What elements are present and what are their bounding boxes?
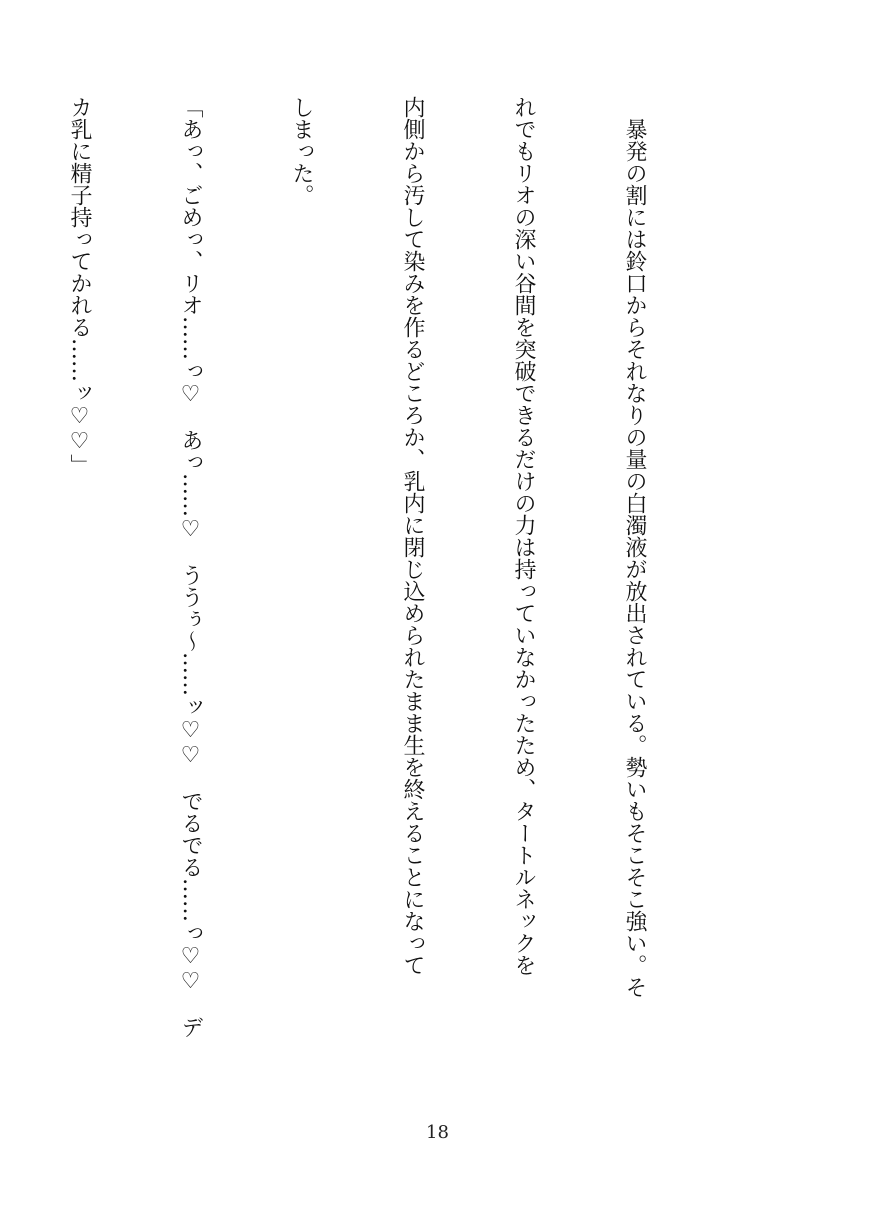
text-line: 暴発の割には鈴口からそれなりの量の白濁液が放出されている。勢いもそこそこ強い。そ [622, 96, 647, 998]
text-line: しまった。 [289, 96, 314, 206]
vertical-text-body [0, 96, 727, 1106]
page-number: 18 [426, 1122, 449, 1143]
text-line: カ乳に精子持ってかれる……ッ♡♡」 [67, 96, 92, 476]
text-line: れでもリオの深い谷間を突破できるだけの力は持っていなかったため、タートルネックを [511, 96, 536, 976]
text-line: 内側から汚して染みを作るどころか、乳内に閉じ込められたまま生を終えることになって [400, 96, 425, 976]
text-line: 「あっ、ごめっ、リオ……っ♡ あっ……♡ ううぅ〜……ッ♡♡ でるでる……っ♡♡ デ [178, 96, 203, 1038]
